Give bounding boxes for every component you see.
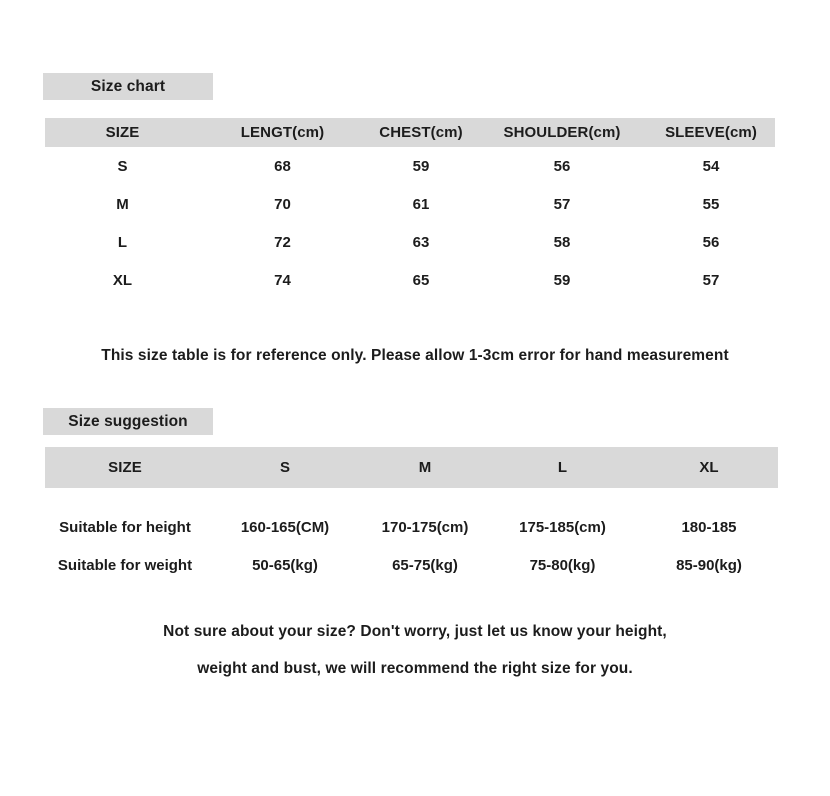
column-header-shoulder: SHOULDER(cm) [477,118,647,147]
row-label: S [117,157,128,175]
table-cell: 65-75(kg) [392,556,458,574]
row-label: M [116,195,129,213]
table-cell: 63 [412,233,430,251]
reference-note: This size table is for reference only. Please allow 1-3cm error for hand measurement [101,347,729,364]
table-row-s [45,147,775,185]
column-header-length: LENGT(cm) [200,118,365,147]
closing-note-line-1: Not sure about your size? Don't worry, just let us know your height, [163,623,667,640]
row-label: Suitable for height [59,518,191,536]
size-chart-table [45,118,775,299]
table-cell: 57 [702,271,720,289]
table-cell: 65 [412,271,430,289]
table-cell: 160-165(CM) [240,518,330,536]
size-suggestion-title: Size suggestion [68,412,188,430]
table-row-m [45,185,775,223]
table-cell: 61 [412,195,430,213]
column-header-s: S [205,447,365,488]
size-suggestion-table [45,447,778,584]
table-cell: 50-65(kg) [252,556,318,574]
column-header-xl: XL [640,447,778,488]
column-header-m: M [365,447,485,488]
table-cell: 68 [274,157,291,175]
table-cell: 57 [553,195,571,213]
row-label: XL [112,271,133,289]
table-row-l [45,223,775,261]
table-cell: 72 [274,233,291,251]
column-header-l: L [485,447,640,488]
table-cell: 74 [274,271,291,289]
table-cell: 56 [553,157,571,175]
table-cell: 58 [553,233,571,251]
size-chart-title-box [43,73,213,100]
size-chart-header-row [45,118,775,147]
table-row-height [45,508,778,546]
table-cell: 70 [274,195,291,213]
spacer-row [45,488,778,508]
row-label: Suitable for weight [57,556,193,574]
table-cell: 54 [702,157,720,175]
table-cell: 56 [702,233,720,251]
column-header-size: SIZE [45,447,205,488]
column-header-sleeve: SLEEVE(cm) [647,118,775,147]
column-header-size: SIZE [45,118,200,147]
size-chart-title: Size chart [90,77,166,95]
size-suggestion-header-row [45,447,778,488]
table-cell: 59 [553,271,571,289]
closing-note-line-2: weight and bust, we will recommend the right size for you. [197,660,633,677]
table-cell: 75-80(kg) [529,556,596,574]
table-row-xl [45,261,775,299]
column-header-chest: CHEST(cm) [365,118,477,147]
size-suggestion-title-box [43,408,213,435]
table-cell: 55 [702,195,720,213]
row-label: L [117,233,128,251]
table-cell: 180-185 [681,518,737,536]
table-row-weight [45,546,778,584]
table-cell: 85-90(kg) [676,556,742,574]
table-cell: 175-185(cm) [519,518,606,536]
closing-note [0,613,830,687]
table-cell: 59 [412,157,430,175]
table-cell: 170-175(cm) [381,518,469,536]
